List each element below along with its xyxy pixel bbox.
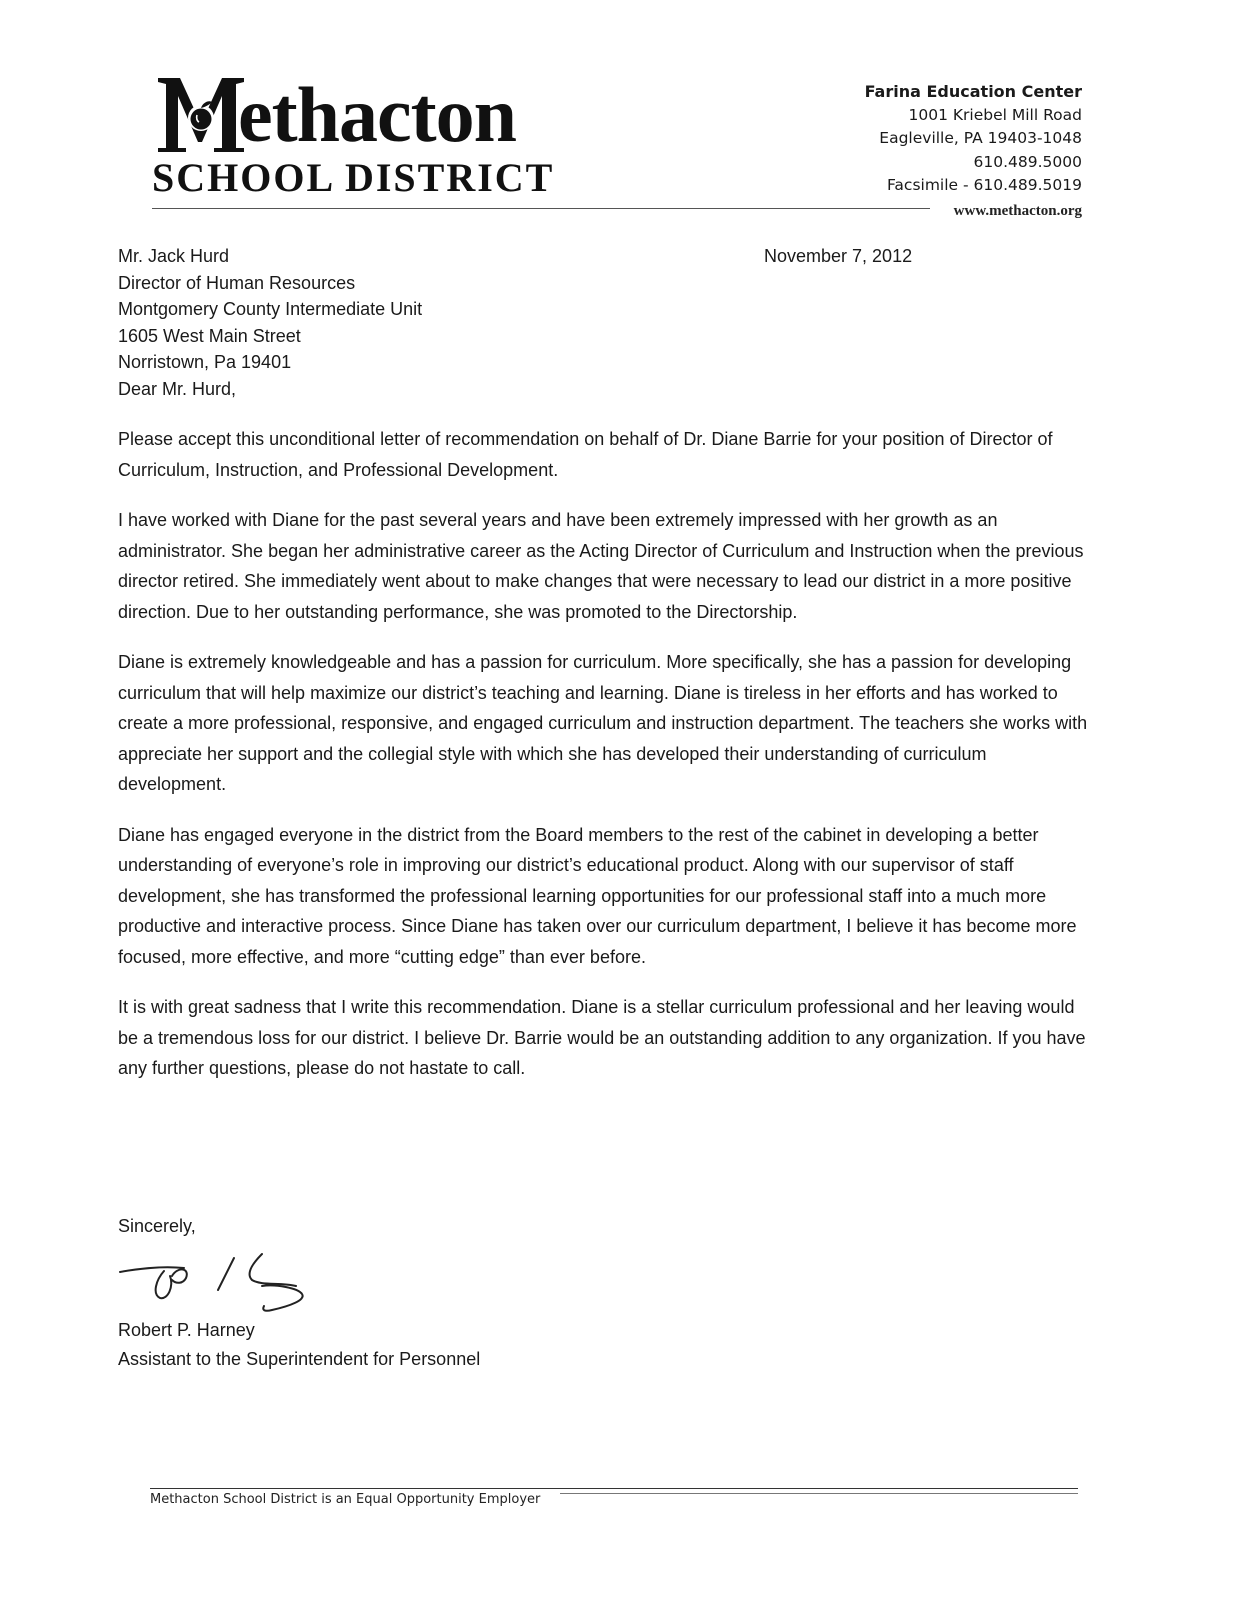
recipient-street: 1605 West Main Street: [118, 325, 301, 346]
letter-date: November 7, 2012: [764, 246, 913, 266]
signer-name: Robert P. Harney: [118, 1320, 255, 1340]
footer-divider: [150, 1488, 1078, 1489]
paragraph: I have worked with Diane for the past several years and have been extremely impressed with her growth as an administrator. She began her administrative career as the Acting Director of Curriculum and Instruction when the previous director retired. She immediately went about to make changes that were necessary to lead our district in a more positive direction. Due to her outstanding performance, she was promoted to the Directorship.: [118, 510, 1084, 622]
letterhead-address: [865, 80, 1082, 198]
logo-district-text: SCHOOL DISTRICT: [152, 155, 555, 200]
district-logo: [150, 72, 590, 202]
center-phone: 610.489.5000: [973, 152, 1082, 171]
recipient-block: [118, 243, 422, 402]
recipient-title: Director of Human Resources: [118, 272, 356, 293]
logo-m-apple-icon: [156, 72, 246, 158]
closing: Sincerely,: [118, 1216, 196, 1236]
paragraph: Diane has engaged everyone in the district from the Board members to the rest of the cabinet in developing a better understanding of everyone’s role in improving our district’s educational product. Along with our supervisor of staff development, she has transformed the professional learning opportunities for our professional staff into a much more productive and interactive process. Since Diane has taken over our curriculum department, I believe it has become more focused, more effective, and more “cutting edge” than ever before.: [118, 824, 1077, 967]
paragraph: It is with great sadness that I write this recommendation. Diane is a stellar curriculum professional and her leaving would be a tremendous loss for our district. I believe Dr. Barrie would be an outstanding addition to any organization. If you have any further questions, please do not hastate to call.: [118, 997, 1086, 1078]
footer-text: Methacton School District is an Equal Opportunity Employer: [150, 1492, 541, 1507]
letter-body: [118, 424, 1093, 1104]
handwritten-signature: [112, 1238, 322, 1318]
center-city: Eagleville, PA 19403-1048: [879, 129, 1082, 147]
footer-divider-secondary: [560, 1493, 1078, 1494]
signer-title: Assistant to the Superintendent for Personnel: [118, 1349, 481, 1369]
paragraph: Please accept this unconditional letter of recommendation on behalf of Dr. Diane Barrie for your position of Director of Curriculum, Instruction, and Professional Development.: [118, 429, 1053, 480]
logo-wordmark: ethacton: [238, 71, 516, 158]
center-name: Farina Education Center: [864, 82, 1082, 101]
website-link[interactable]: www.methacton.org: [953, 203, 1082, 219]
center-street: 1001 Kriebel Mill Road: [908, 105, 1082, 124]
salutation: Dear Mr. Hurd,: [118, 378, 237, 399]
paragraph: Diane is extremely knowledgeable and has a passion for curriculum. More specifically, she has a passion for developing curriculum that will help maximize our district’s teaching and learning. Diane is tireless in her efforts and has worked to create a more professional, responsive, and engaged curriculum and instruction department. The teachers she works with appreciate her support and the collegial style with which she has developed their understanding of curriculum development.: [118, 652, 1088, 794]
recipient-organization: Montgomery County Intermediate Unit: [118, 299, 423, 319]
header-divider: [152, 208, 930, 209]
center-fax: Facsimile - 610.489.5019: [886, 176, 1082, 194]
signer-block: [118, 1316, 480, 1374]
recipient-city: Norristown, Pa 19401: [118, 352, 292, 372]
recipient-name: Mr. Jack Hurd: [118, 246, 230, 266]
